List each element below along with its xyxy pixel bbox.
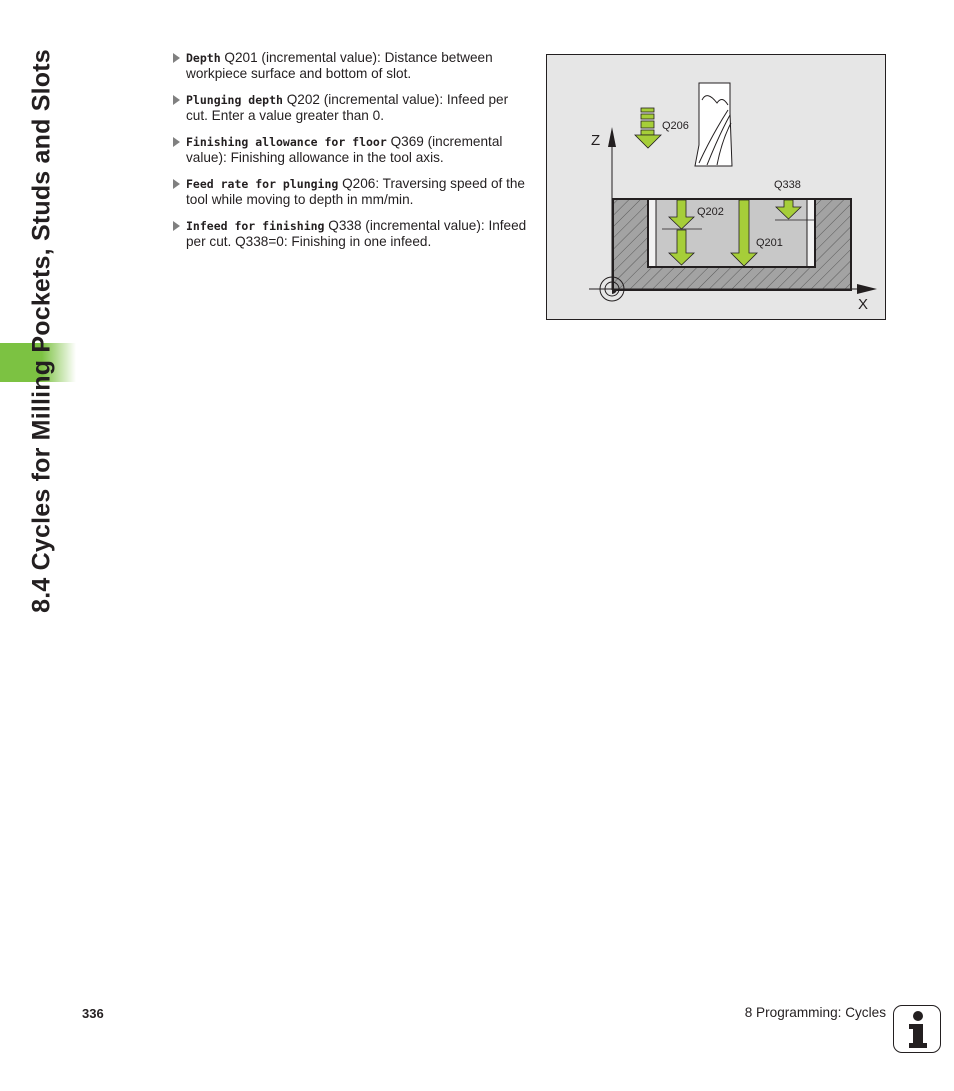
- parameter-term: Feed rate for plunging: [186, 177, 339, 191]
- parameter-term: Depth: [186, 51, 221, 65]
- list-item: [172, 176, 532, 208]
- milling-tool-icon: [695, 83, 732, 166]
- list-item: [172, 92, 532, 124]
- parameter-term: Infeed for finishing: [186, 219, 325, 233]
- parameter-term: Plunging depth: [186, 93, 283, 107]
- list-item: [172, 50, 532, 82]
- label-q202: Q202: [697, 206, 724, 218]
- parameter-list: [172, 50, 532, 260]
- parameter-description: Q369 (incremental value): Finishing allowance in the tool axis.: [186, 134, 503, 165]
- list-item: [172, 218, 532, 250]
- triangle-bullet-icon: [173, 179, 180, 189]
- parameter-description: Q206: Traversing speed of the tool while moving to depth in mm/min.: [186, 176, 525, 207]
- label-q206: Q206: [662, 120, 689, 132]
- triangle-bullet-icon: [173, 137, 180, 147]
- label-x: X: [858, 296, 869, 313]
- chapter-side-title: 8.4 Cycles for Milling Pockets, Studs and Slots: [27, 49, 56, 613]
- page-number: 336: [82, 1006, 104, 1021]
- parameter-description: Q201 (incremental value): Distance between workpiece surface and bottom of slot.: [186, 50, 493, 81]
- feed-rate-arrow-icon: [635, 108, 661, 148]
- label-q338: Q338: [774, 179, 801, 191]
- info-icon: [893, 1005, 941, 1053]
- triangle-bullet-icon: [173, 53, 180, 63]
- slot-milling-diagram: [546, 54, 886, 320]
- parameter-description: Q338 (incremental value): Infeed per cut. Q338=0: Finishing in one infeed.: [186, 218, 527, 249]
- label-q201: Q201: [756, 237, 783, 249]
- triangle-bullet-icon: [173, 221, 180, 231]
- parameter-term: Finishing allowance for floor: [186, 135, 387, 149]
- list-item: [172, 134, 532, 166]
- label-z: Z: [591, 132, 601, 149]
- workpiece: [613, 199, 851, 290]
- parameter-description: Q202 (incremental value): Infeed per cut. Enter a value greater than 0.: [186, 92, 509, 123]
- triangle-bullet-icon: [173, 95, 180, 105]
- footer-section-title: 8 Programming: Cycles: [744, 1005, 886, 1020]
